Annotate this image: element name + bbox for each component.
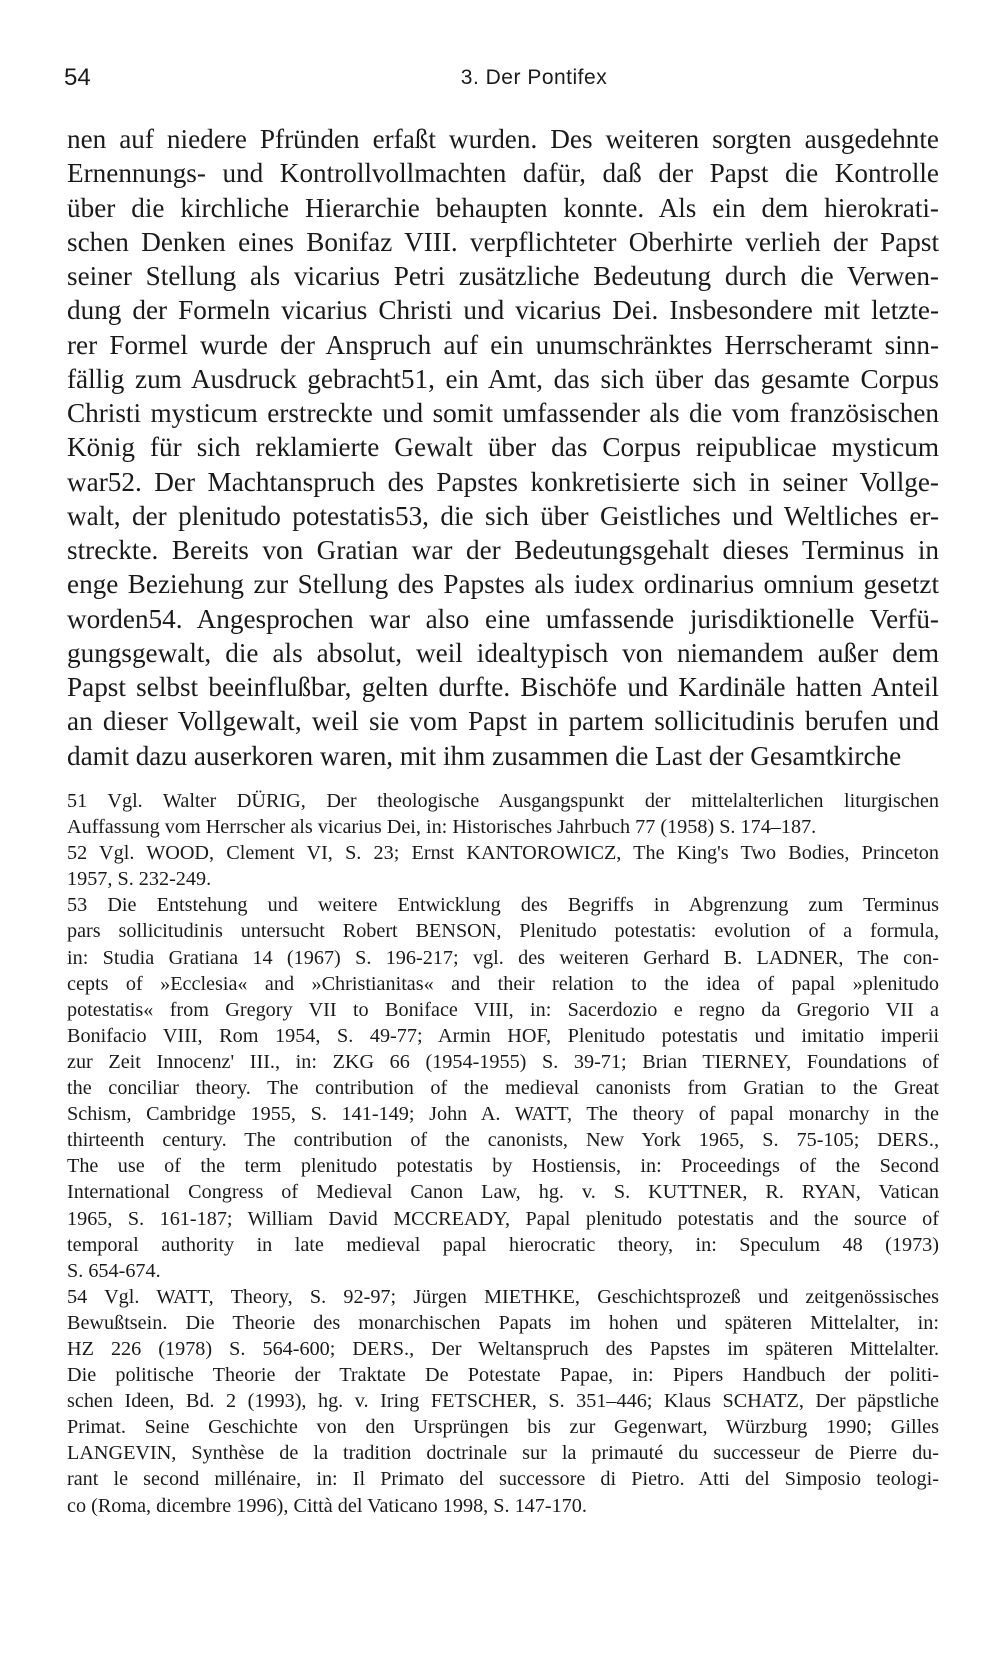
footnote-line: 51 Vgl. Walter DÜRIG, Der theologische Ausgangspunkt der mittelalterlichen liturgischen bbox=[67, 790, 939, 812]
footnote-line: The use of the term plenitudo potestatis by Hostiensis, in: Proceedings of the Second bbox=[67, 1155, 939, 1178]
body-line: Papst selbst beeinflußbar, gelten durfte. Bischöfe und Kardinäle hatten Anteil bbox=[67, 672, 939, 702]
body-line: gungsgewalt, die als absolut, weil idealtypisch von niemandem außer dem bbox=[67, 637, 939, 668]
body-line: dung der Formeln vicarius Christi und vicarius Dei. Insbesondere mit letzte- bbox=[67, 295, 939, 326]
footnote-line: Auffassung vom Herrscher als vicarius Dei, in: Historisches Jahrbuch 77 (1958) S. 174–187. bbox=[67, 816, 817, 839]
body-line: fällig zum Ausdruck gebracht51, ein Amt, das sich über das gesamte Corpus bbox=[67, 363, 939, 394]
page-number: 54 bbox=[64, 64, 91, 91]
running-head: 3. Der Pontifex bbox=[460, 66, 608, 89]
footnote-line: temporal authority in late medieval papal hierocratic theory, in: Speculum 48 (1973) bbox=[67, 1233, 939, 1256]
body-line: über die kirchliche Hierarchie behaupten konnte. Als ein dem hierokrati- bbox=[67, 192, 939, 223]
footnote-line: 53 Die Entstehung und weitere Entwicklung des Begriffs in Abgrenzung zum Terminus bbox=[67, 894, 939, 917]
body-line: streckte. Bereits von Gratian war der Bedeutungsgehalt dieses Terminus in bbox=[67, 535, 939, 565]
footnote-line: in: Studia Gratiana 14 (1967) S. 196-217; vgl. des weiteren Gerhard B. LADNER, The con- bbox=[67, 946, 939, 969]
body-line: seiner Stellung als vicarius Petri zusätzliche Bedeutung durch die Verwen- bbox=[67, 261, 939, 291]
footnotes bbox=[67, 788, 939, 1519]
footnote-line: LANGEVIN, Synthèse de la tradition doctrinale sur la primauté du successeur de Pierre du- bbox=[67, 1442, 939, 1465]
footnote-line: S. 654-674. bbox=[67, 1259, 161, 1282]
body-line: nen auf niedere Pfründen erfaßt wurden. Des weiteren sorgten ausgedehnte bbox=[67, 124, 939, 154]
body-line: Christi mysticum erstreckte und somit umfassender als die vom französischen bbox=[67, 398, 939, 428]
footnote-line: 1957, S. 232-249. bbox=[67, 868, 212, 891]
body-line: Ernennungs- und Kontrollvollmachten dafür, daß der Papst die Kontrolle bbox=[67, 158, 939, 189]
footnote-line: Primat. Seine Geschichte von den Ursprüngen bis zur Gegenwart, Würzburg 1990; Gilles bbox=[67, 1416, 939, 1439]
footnote-line: Bonifacio VIII, Rom 1954, S. 49-77; Armin HOF, Plenitudo potestatis und imitatio imperii bbox=[67, 1024, 939, 1047]
body-line: rer Formel wurde der Anspruch auf ein unumschränktes Herrscheramt sinn- bbox=[67, 329, 939, 360]
footnote-line: Bewußtsein. Die Theorie des monarchischen Papats im hohen und späteren Mittelalter, in: bbox=[67, 1311, 939, 1334]
footnote-line: pars sollicitudinis untersucht Robert BENSON, Plenitudo potestatis: evolution of a formula, bbox=[67, 920, 939, 943]
footnote-line: cepts of »Ecclesia« and »Christianitas« and their relation to the idea of papal »plenitudo bbox=[67, 972, 939, 995]
footnote-line: Schism, Cambridge 1955, S. 141-149; John A. WATT, The theory of papal monarchy in the bbox=[67, 1103, 939, 1126]
footnote-line: International Congress of Medieval Canon Law, hg. v. S. KUTTNER, R. RYAN, Vatican bbox=[67, 1181, 939, 1204]
footnote-line: zur Zeit Innocenz' III., in: ZKG 66 (1954-1955) S. 39-71; Brian TIERNEY, Foundations of bbox=[67, 1050, 939, 1073]
footnote-line: HZ 226 (1978) S. 564-600; DERS., Der Weltanspruch des Papstes im späteren Mittelalter. bbox=[67, 1337, 939, 1360]
body-line: war52. Der Machtanspruch des Papstes konkretisierte sich in seiner Vollge- bbox=[67, 466, 939, 497]
body-line: enge Beziehung zur Stellung des Papstes als iudex ordinarius omnium gesetzt bbox=[67, 569, 939, 600]
footnote-line: the conciliar theory. The contribution of the medieval canonists from Gratian to the Great bbox=[67, 1077, 939, 1100]
main-text bbox=[67, 122, 939, 773]
body-line: damit dazu auserkoren waren, mit ihm zusammen die Last der Gesamtkirche bbox=[67, 740, 902, 771]
footnote-line: Die politische Theorie der Traktate De Potestate Papae, in: Pipers Handbuch der politi- bbox=[67, 1364, 939, 1387]
footnote-line: co (Roma, dicembre 1996), Città del Vaticano 1998, S. 147-170. bbox=[67, 1494, 587, 1517]
body-line: walt, der plenitudo potestatis53, die sich über Geistliches und Weltliches er- bbox=[67, 500, 939, 531]
footnote-line: potestatis« from Gregory VII to Boniface VIII, in: Sacerdozio e regno da Gregorio VII a bbox=[67, 998, 939, 1021]
footnote-line: 52 Vgl. WOOD, Clement VI, S. 23; Ernst KANTOROWICZ, The King's Two Bodies, Princeton bbox=[67, 842, 939, 865]
body-line: schen Denken eines Bonifaz VIII. verpflichteter Oberhirte verlieh der Papst bbox=[67, 226, 939, 257]
footnote-line: schen Ideen, Bd. 2 (1993), hg. v. Iring FETSCHER, S. 351–446; Klaus SCHATZ, Der päpstliche bbox=[67, 1390, 939, 1413]
body-line: an dieser Vollgewalt, weil sie vom Papst in partem sollicitudinis berufen und bbox=[67, 706, 939, 737]
body-line: worden54. Angesprochen war also eine umfassende jurisdiktionelle Verfü- bbox=[67, 603, 939, 634]
footnote-line: 54 Vgl. WATT, Theory, S. 92-97; Jürgen MIETHKE, Geschichtsprozeß und zeitgenössisches bbox=[67, 1285, 939, 1308]
footnote-line: 1965, S. 161-187; William David MCCREADY, Papal plenitudo potestatis and the source of bbox=[67, 1207, 939, 1230]
page-header bbox=[64, 64, 936, 94]
footnote-line: thirteenth century. The contribution of the canonists, New York 1965, S. 75-105; DERS., bbox=[67, 1129, 939, 1152]
body-line: König für sich reklamierte Gewalt über das Corpus reipublicae mysticum bbox=[67, 432, 939, 463]
footnote-line: rant le second millénaire, in: Il Primato del successore di Pietro. Atti del Simposio teologi- bbox=[67, 1468, 939, 1491]
